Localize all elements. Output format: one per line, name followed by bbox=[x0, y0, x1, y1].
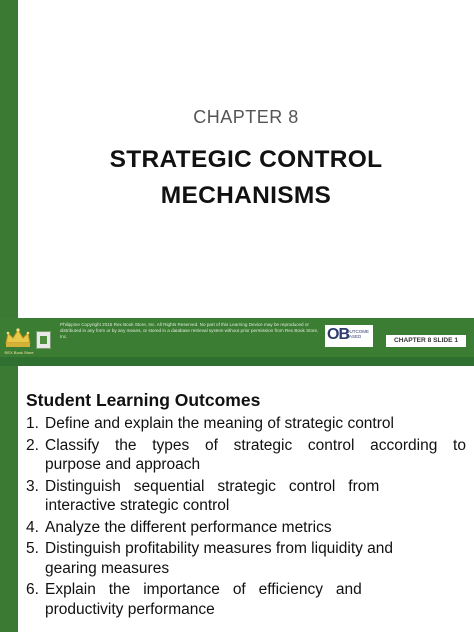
list-item-number: 3. bbox=[26, 477, 39, 495]
slide-title-line-2: MECHANISMS bbox=[160, 182, 332, 209]
slide-title bbox=[18, 142, 474, 214]
list-item-text-continued: purpose and approach bbox=[45, 456, 201, 473]
list-item-number: 2. bbox=[26, 436, 39, 454]
list-item-text-continued: productivity performance bbox=[45, 600, 215, 618]
list-item-text: Analyze the different performance metrics bbox=[45, 518, 332, 536]
list-item-text: Classify the types of strategic control according to bbox=[45, 436, 466, 454]
list-item-number: 4. bbox=[26, 518, 39, 536]
list-item-text-continued: gearing measures bbox=[45, 559, 170, 577]
list-item-text: Define and explain the meaning of strategic control bbox=[45, 415, 394, 432]
ob-logo-letters: OB bbox=[327, 326, 349, 343]
copyright-notice: Philippine Copyright 2015 Rex Book Store, Inc. All Rights Reserved. No part of this Learning Device may be reproduced or distributed in any form or by any means, or stored in a database retrieval system without prior permission from Rex Book Store, Inc. bbox=[60, 322, 319, 340]
rex-logo-text: REX Book Store bbox=[4, 350, 34, 355]
list-item-number: 5. bbox=[26, 540, 39, 557]
outcome-based-logo bbox=[325, 325, 373, 347]
learning-device-icon bbox=[36, 331, 51, 349]
ob-logo-text: OUTCOME BASED bbox=[346, 329, 369, 339]
outcomes-list bbox=[26, 414, 466, 621]
list-item-text: Distinguish sequential strategic control from bbox=[45, 477, 380, 495]
list-item-text: Distinguish profitability measures from liquidity and bbox=[45, 540, 394, 557]
list-item bbox=[26, 518, 466, 538]
list-item bbox=[26, 436, 466, 475]
chapter-label: CHAPTER 8 bbox=[193, 107, 299, 127]
list-item bbox=[26, 580, 466, 619]
outcomes-slide bbox=[0, 366, 474, 632]
outcomes-slide-body bbox=[18, 366, 474, 632]
list-item-number: 1. bbox=[26, 415, 39, 432]
list-item-text-continued: interactive strategic control bbox=[45, 497, 230, 514]
list-item bbox=[26, 477, 466, 516]
slide-title-line-1: STRATEGIC CONTROL bbox=[109, 146, 383, 173]
list-item bbox=[26, 539, 466, 578]
title-slide-body bbox=[18, 0, 474, 318]
list-item-number: 6. bbox=[26, 581, 39, 598]
list-item bbox=[26, 414, 466, 434]
outcomes-heading: Student Learning Outcomes bbox=[26, 390, 261, 410]
slide-number-label: CHAPTER 8 SLIDE 1 bbox=[386, 335, 466, 347]
list-item-text: Explain the importance of efficiency and bbox=[45, 581, 362, 598]
